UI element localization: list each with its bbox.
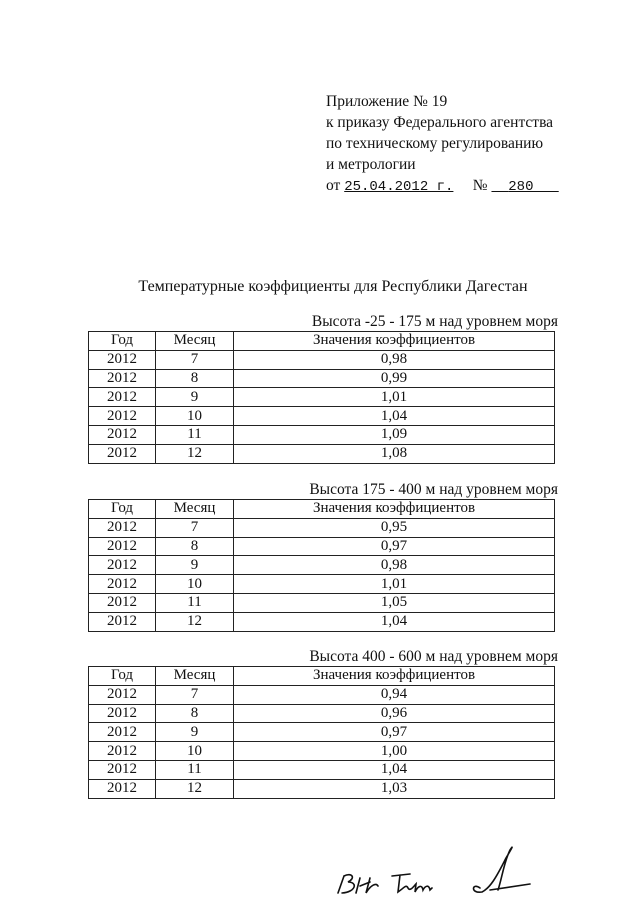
order-date: 25.04.2012 г.	[344, 179, 454, 195]
cell-month: 9	[156, 388, 234, 407]
cell-coefficient: 1,09	[234, 425, 555, 444]
altitude-caption: Высота -25 - 175 м над уровнем моря	[311, 313, 558, 330]
cell-month: 8	[156, 537, 234, 556]
cell-coefficient: 1,05	[234, 593, 555, 612]
cell-year: 2012	[89, 612, 156, 631]
number-prefix: №	[472, 177, 488, 194]
table-row	[89, 350, 555, 369]
table-row	[89, 388, 555, 407]
table-header-row	[89, 667, 555, 686]
cell-coefficient: 0,99	[234, 369, 555, 388]
coefficient-table-block-1	[88, 313, 558, 464]
coefficient-table	[88, 499, 555, 632]
cell-year: 2012	[89, 556, 156, 575]
table-row	[89, 760, 555, 779]
annex-line-2: к приказу Федерального агентства	[326, 114, 554, 131]
cell-coefficient: 1,04	[234, 407, 555, 426]
header-coefficient: Значения коэффициентов	[234, 667, 555, 686]
cell-year: 2012	[89, 704, 156, 723]
cell-month: 8	[156, 704, 234, 723]
cell-coefficient: 1,01	[234, 388, 555, 407]
table-row	[89, 537, 555, 556]
table-row	[89, 556, 555, 575]
annex-date-line	[326, 175, 559, 198]
table-row	[89, 704, 555, 723]
cell-month: 11	[156, 425, 234, 444]
cell-month: 10	[156, 407, 234, 426]
header-year: Год	[89, 667, 156, 686]
cell-month: 9	[156, 556, 234, 575]
cell-year: 2012	[89, 369, 156, 388]
cell-year: 2012	[89, 760, 156, 779]
cell-year: 2012	[89, 537, 156, 556]
coefficient-table	[88, 331, 555, 464]
cell-month: 8	[156, 369, 234, 388]
cell-month: 11	[156, 760, 234, 779]
table-row	[89, 723, 555, 742]
cell-year: 2012	[89, 388, 156, 407]
table-header-row	[89, 332, 555, 351]
cell-coefficient: 0,98	[234, 556, 555, 575]
cell-month: 7	[156, 518, 234, 537]
cell-year: 2012	[89, 518, 156, 537]
table-row	[89, 407, 555, 426]
coefficient-table-block-2	[88, 481, 558, 632]
table-row	[89, 685, 555, 704]
altitude-caption: Высота 175 - 400 м над уровнем моря	[309, 481, 558, 498]
cell-year: 2012	[89, 444, 156, 463]
cell-year: 2012	[89, 779, 156, 798]
cell-coefficient: 0,95	[234, 518, 555, 537]
header-coefficient: Значения коэффициентов	[234, 500, 555, 519]
table-row	[89, 369, 555, 388]
cell-month: 11	[156, 593, 234, 612]
cell-month: 12	[156, 444, 234, 463]
header-year: Год	[89, 500, 156, 519]
cell-coefficient: 1,03	[234, 779, 555, 798]
cell-coefficient: 1,01	[234, 575, 555, 594]
table-row	[89, 575, 555, 594]
annex-header	[326, 91, 559, 198]
cell-coefficient: 0,97	[234, 537, 555, 556]
cell-coefficient: 1,04	[234, 760, 555, 779]
coefficient-table-block-3	[88, 648, 558, 799]
cell-year: 2012	[89, 575, 156, 594]
header-month: Месяц	[156, 667, 234, 686]
cell-year: 2012	[89, 742, 156, 761]
cell-month: 10	[156, 575, 234, 594]
header-year: Год	[89, 332, 156, 351]
date-prefix: от	[326, 177, 341, 194]
coefficient-table	[88, 666, 555, 799]
cell-year: 2012	[89, 723, 156, 742]
table-row	[89, 593, 555, 612]
cell-year: 2012	[89, 350, 156, 369]
table-row	[89, 612, 555, 631]
annex-line-4: и метрологии	[326, 156, 416, 173]
table-header-row	[89, 500, 555, 519]
cell-month: 9	[156, 723, 234, 742]
cell-month: 12	[156, 612, 234, 631]
cell-month: 7	[156, 350, 234, 369]
table-row	[89, 779, 555, 798]
cell-coefficient: 1,00	[234, 742, 555, 761]
table-row	[89, 518, 555, 537]
cell-month: 10	[156, 742, 234, 761]
cell-year: 2012	[89, 407, 156, 426]
cell-coefficient: 0,97	[234, 723, 555, 742]
table-row	[89, 425, 555, 444]
cell-year: 2012	[89, 425, 156, 444]
cell-coefficient: 0,96	[234, 704, 555, 723]
signature-icon	[330, 838, 550, 905]
annex-line-1: Приложение № 19	[326, 93, 448, 110]
order-number: 280	[508, 179, 534, 195]
cell-coefficient: 0,94	[234, 685, 555, 704]
header-month: Месяц	[156, 500, 234, 519]
header-month: Месяц	[156, 332, 234, 351]
cell-year: 2012	[89, 593, 156, 612]
cell-coefficient: 1,04	[234, 612, 555, 631]
cell-coefficient: 0,98	[234, 350, 555, 369]
table-row	[89, 444, 555, 463]
cell-coefficient: 1,08	[234, 444, 555, 463]
cell-year: 2012	[89, 685, 156, 704]
cell-month: 12	[156, 779, 234, 798]
document-title: Температурные коэффициенты для Республики Дагестан	[138, 278, 528, 295]
header-coefficient: Значения коэффициентов	[234, 332, 555, 351]
cell-month: 7	[156, 685, 234, 704]
table-row	[89, 742, 555, 761]
altitude-caption: Высота 400 - 600 м над уровнем моря	[309, 648, 558, 665]
annex-line-3: по техническому регулированию	[326, 135, 544, 152]
